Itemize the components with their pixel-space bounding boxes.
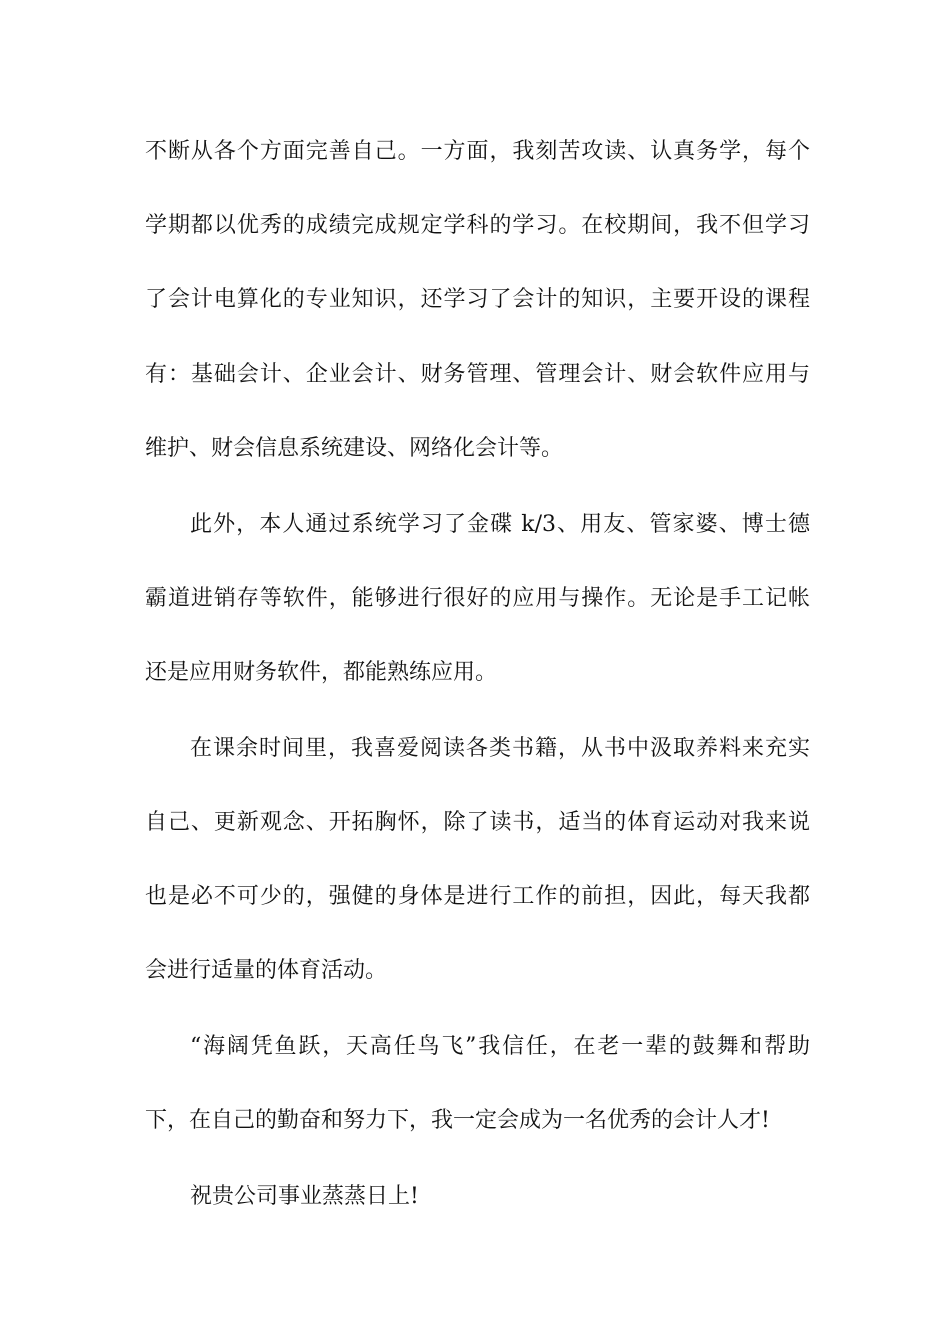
text-line: 霸道进销存等软件，能够进行很好的应用与操作。无论是手工记帐	[145, 586, 810, 611]
text-line: 下，在自己的勤奋和努力下，我一定会成为一名优秀的会计人才!	[145, 1108, 770, 1133]
text-line: 学期都以优秀的成绩完成规定学科的学习。在校期间，我不但学习	[145, 213, 810, 238]
text-line: 还是应用财务软件，都能熟练应用。	[145, 660, 498, 685]
text-line: 在课余时间里，我喜爱阅读各类书籍，从书中汲取养料来充实	[190, 736, 810, 761]
text-line: 此外，本人通过系统学习了金碟 k/3、用友、管家婆、博士德	[190, 512, 810, 537]
text-line: 了会计电算化的专业知识，还学习了会计的知识，主要开设的课程	[145, 287, 810, 312]
text-line: 会进行适量的体育活动。	[145, 958, 388, 983]
text-line: 祝贵公司事业蒸蒸日上!	[190, 1184, 419, 1209]
text-line: 自己、更新观念、开拓胸怀，除了读书，适当的体育运动对我来说	[145, 810, 810, 835]
text-line: 也是必不可少的，强健的身体是进行工作的前担，因此，每天我都	[145, 884, 810, 909]
text-line: “海阔凭鱼跃，天高任鸟飞”我信任，在老一辈的鼓舞和帮助	[190, 1034, 810, 1059]
text-line: 有：基础会计、企业会计、财务管理、管理会计、财会软件应用与	[145, 362, 810, 387]
text-line: 维护、财会信息系统建设、网络化会计等。	[145, 436, 564, 461]
text-line: 不断从各个方面完善自己。一方面，我刻苦攻读、认真务学，每个	[145, 139, 810, 164]
